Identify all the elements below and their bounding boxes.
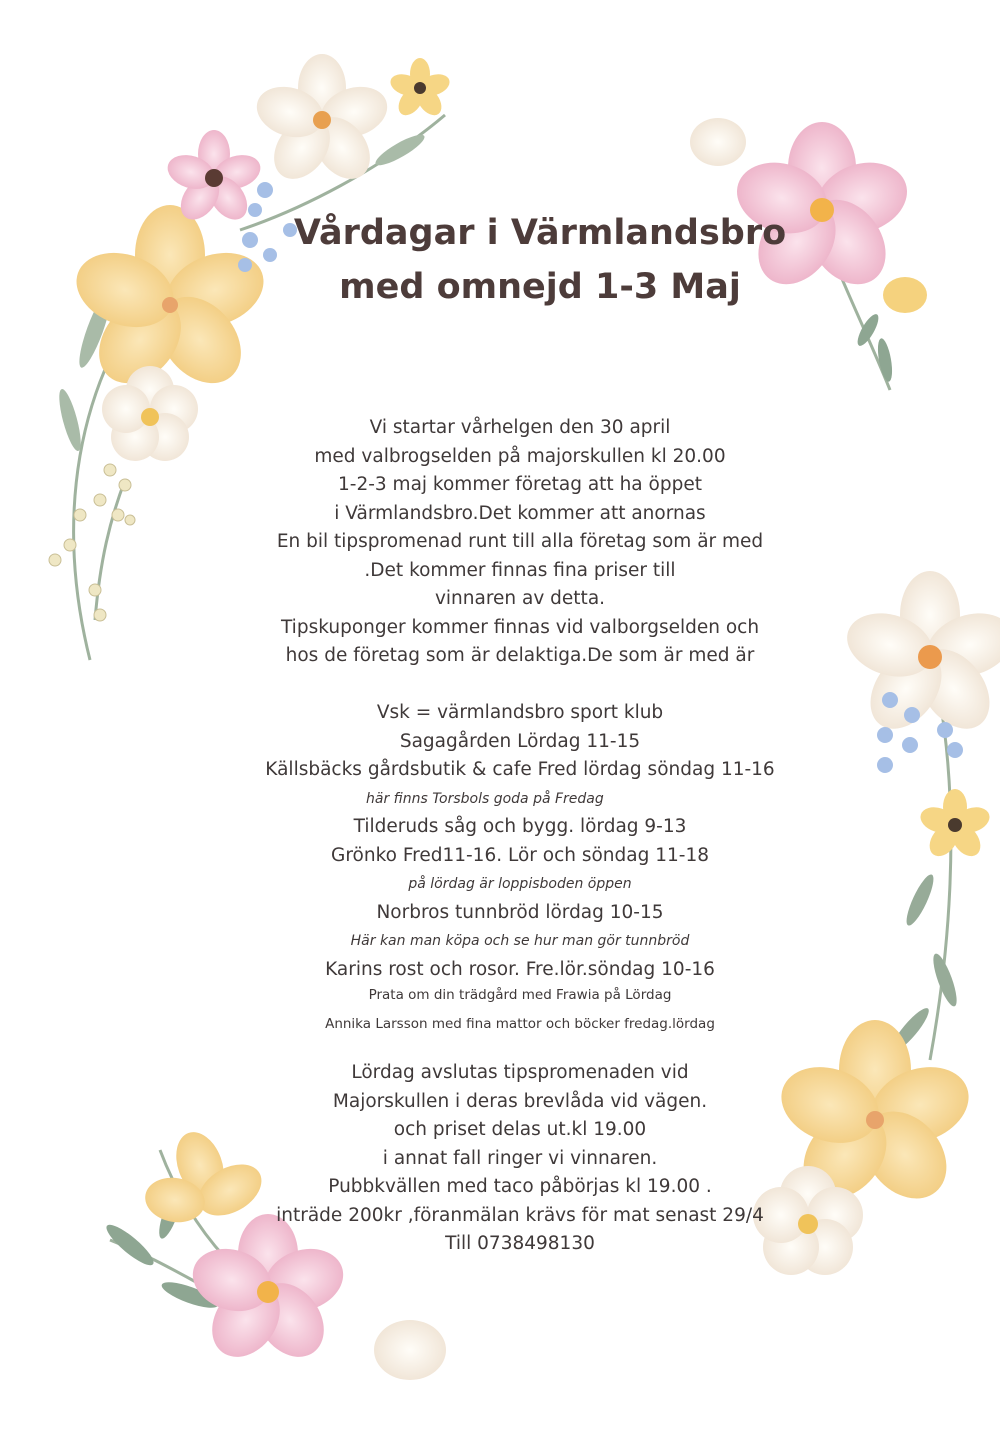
spacer	[170, 671, 870, 700]
intro-line: i Värmlandsbro.Det kommer att anornas	[334, 502, 706, 524]
gronko-note: på lördag är loppisboden öppen	[408, 876, 632, 892]
white-bud-bottom-left	[374, 1320, 446, 1380]
mimosa-buds-left	[49, 464, 135, 621]
norbros-note: Här kan man köpa och se hur man gör tunnbröd	[350, 933, 690, 949]
closing-line: inträde 200kr ,föranmälan krävs för mat senast 29/4	[276, 1204, 764, 1226]
closing-line: Majorskullen i deras brevlåda vid vägen.	[332, 1090, 708, 1112]
small-yellow-flower-top	[388, 58, 453, 120]
participant-karins: Karins rost och rosor. Fre.lör.söndag 10-16	[325, 958, 715, 980]
intro-line: En bil tipspromenad runt till alla företag som är med	[276, 531, 764, 552]
cream-flower-top	[250, 54, 394, 190]
yellow-bud-top-right	[883, 277, 927, 313]
title-line-2: med omnejd 1-3 Maj	[339, 267, 741, 307]
intro-line: .Det kommer finnas fina priser till	[364, 559, 676, 581]
flyer-body	[170, 414, 870, 1259]
closing-line: och priset delas ut.kl 19.00	[393, 1119, 647, 1140]
title-line-1: Vårdagar i Värmlandsbro	[293, 213, 787, 253]
contact-phone: Till 0738498130	[445, 1233, 595, 1254]
karins-note-1: Prata om din trädgård med Frawia på Lördag	[368, 987, 672, 1003]
intro-line: 1-2-3 maj kommer företag att ha öppet	[338, 474, 702, 495]
white-bud-top-right	[690, 118, 746, 166]
intro-line: med valbrogselden på majorskullen kl 20.00	[314, 445, 726, 467]
yellow-daisy-right	[917, 789, 993, 862]
participant-norbros: Norbros tunnbröd lördag 10-15	[376, 901, 664, 923]
spacer	[170, 1041, 870, 1059]
kallsbacks-note: här finns Torsbols goda på Fredag	[366, 790, 604, 807]
participant-vsk: Vsk = värmlandsbro sport klub	[376, 702, 664, 723]
closing-line: Pubbkvällen med taco påbörjas kl 19.00 .	[328, 1176, 712, 1197]
intro-line: hos de företag som är delaktiga.De som är med är	[285, 645, 755, 666]
closing-line: i annat fall ringer vi vinnaren.	[382, 1147, 658, 1169]
intro-line: vinnaren av detta.	[434, 588, 606, 609]
participant-kallsbacks: Källsbäcks gårdsbutik & cafe Fred lördag söndag 11-16	[265, 759, 775, 780]
participant-tilderuds: Tilderuds såg och bygg. lördag 9-13	[353, 816, 687, 837]
intro-line: Vi startar vårhelgen den 30 april	[369, 417, 671, 438]
intro-line: Tipskuponger kommer finnas vid valborgselden och	[280, 616, 760, 638]
participant-gronko: Grönko Fred11-16. Lör och söndag 11-18	[331, 844, 709, 866]
flyer-title	[240, 206, 840, 314]
karins-note-2: Annika Larsson med fina mattor och böcker fredag.lördag	[325, 1015, 715, 1032]
participant-sagagarden: Sagagården Lördag 11-15	[399, 730, 641, 752]
closing-line: Lördag avslutas tipspromenaden vid	[351, 1062, 689, 1083]
